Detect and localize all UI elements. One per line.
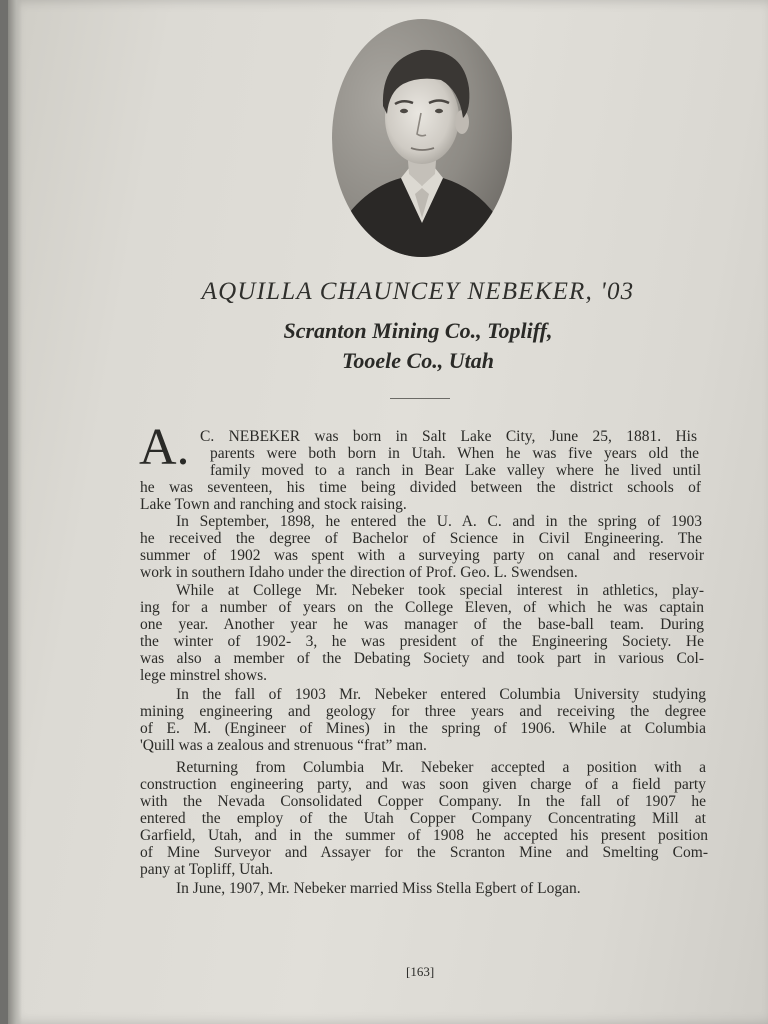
body-line: C. NEBEKER was born in Salt Lake City, June 25, 1881. His [200,428,697,445]
body-line: In September, 1898, he entered the U. A. C. and in the spring of 1903 [176,513,702,530]
body-line: with the Nevada Consolidated Copper Company. In the fall of 1907 he [140,793,706,810]
body-line: Garfield, Utah, and in the summer of 1908 he accepted his present position [140,827,708,844]
body-line: construction engineering party, and was soon given charge of a field party [140,776,706,793]
article-title: AQUILLA CHAUNCEY NEBEKER, '03 [201,278,635,305]
body-line: Lake Town and ranching and stock raising. [140,496,407,513]
book-page [8,0,768,1024]
body-line: mining engineering and geology for three years and receiving the degree [140,703,706,720]
affiliation-line-2: Tooele Co., Utah [342,348,494,373]
body-line: In the fall of 1903 Mr. Nebeker entered Columbia University studying [176,686,706,703]
portrait-image [331,18,513,258]
title-divider [390,398,450,399]
body-line: summer of 1902 was spent with a surveying party on canal and reservoir [140,547,704,564]
body-line: parents were both born in Utah. When he was five years old the [210,445,699,462]
body-line: In June, 1907, Mr. Nebeker married Miss Stella Egbert of Logan. [176,880,581,897]
body-line: of Mine Surveyor and Assayer for the Scranton Mine and Smelting Com- [140,844,708,861]
body-line: of E. M. (Engineer of Mines) in the spring of 1906. While at Columbia [140,720,706,737]
drop-cap: A. [139,419,190,476]
page-number: [163] [406,964,435,979]
body-line: pany at Topliff, Utah. [140,861,274,878]
body-line: ing for a number of years on the College Eleven, of which he was captain [140,599,704,616]
body-line: 'Quill was a zealous and strenuous “frat” man. [140,737,427,754]
body-line: one year. Another year he was manager of the base-ball team. During [140,616,704,633]
body-line: While at College Mr. Nebeker took special interest in athletics, play- [176,582,704,599]
body-line: family moved to a ranch in Bear Lake valley where he lived until [210,462,701,479]
body-line: he received the degree of Bachelor of Science in Civil Engineering. The [140,530,702,547]
body-line: lege minstrel shows. [140,667,267,684]
body-line: Returning from Columbia Mr. Nebeker accepted a position with a [176,759,706,776]
body-line: was also a member of the Debating Society and took part in various Col- [140,650,704,667]
page-gutter-shadow [8,0,22,1024]
affiliation-line-1: Scranton Mining Co., Topliff, [283,318,553,343]
body-line: the winter of 1902- 3, he was president of the Engineering Society. He [140,633,704,650]
body-line: work in southern Idaho under the direction of Prof. Geo. L. Swendsen. [140,564,578,581]
body-line: entered the employ of the Utah Copper Company Concentrating Mill at [140,810,706,827]
body-line: he was seventeen, his time being divided between the district schools of [140,479,701,496]
portrait-photo [331,18,513,258]
